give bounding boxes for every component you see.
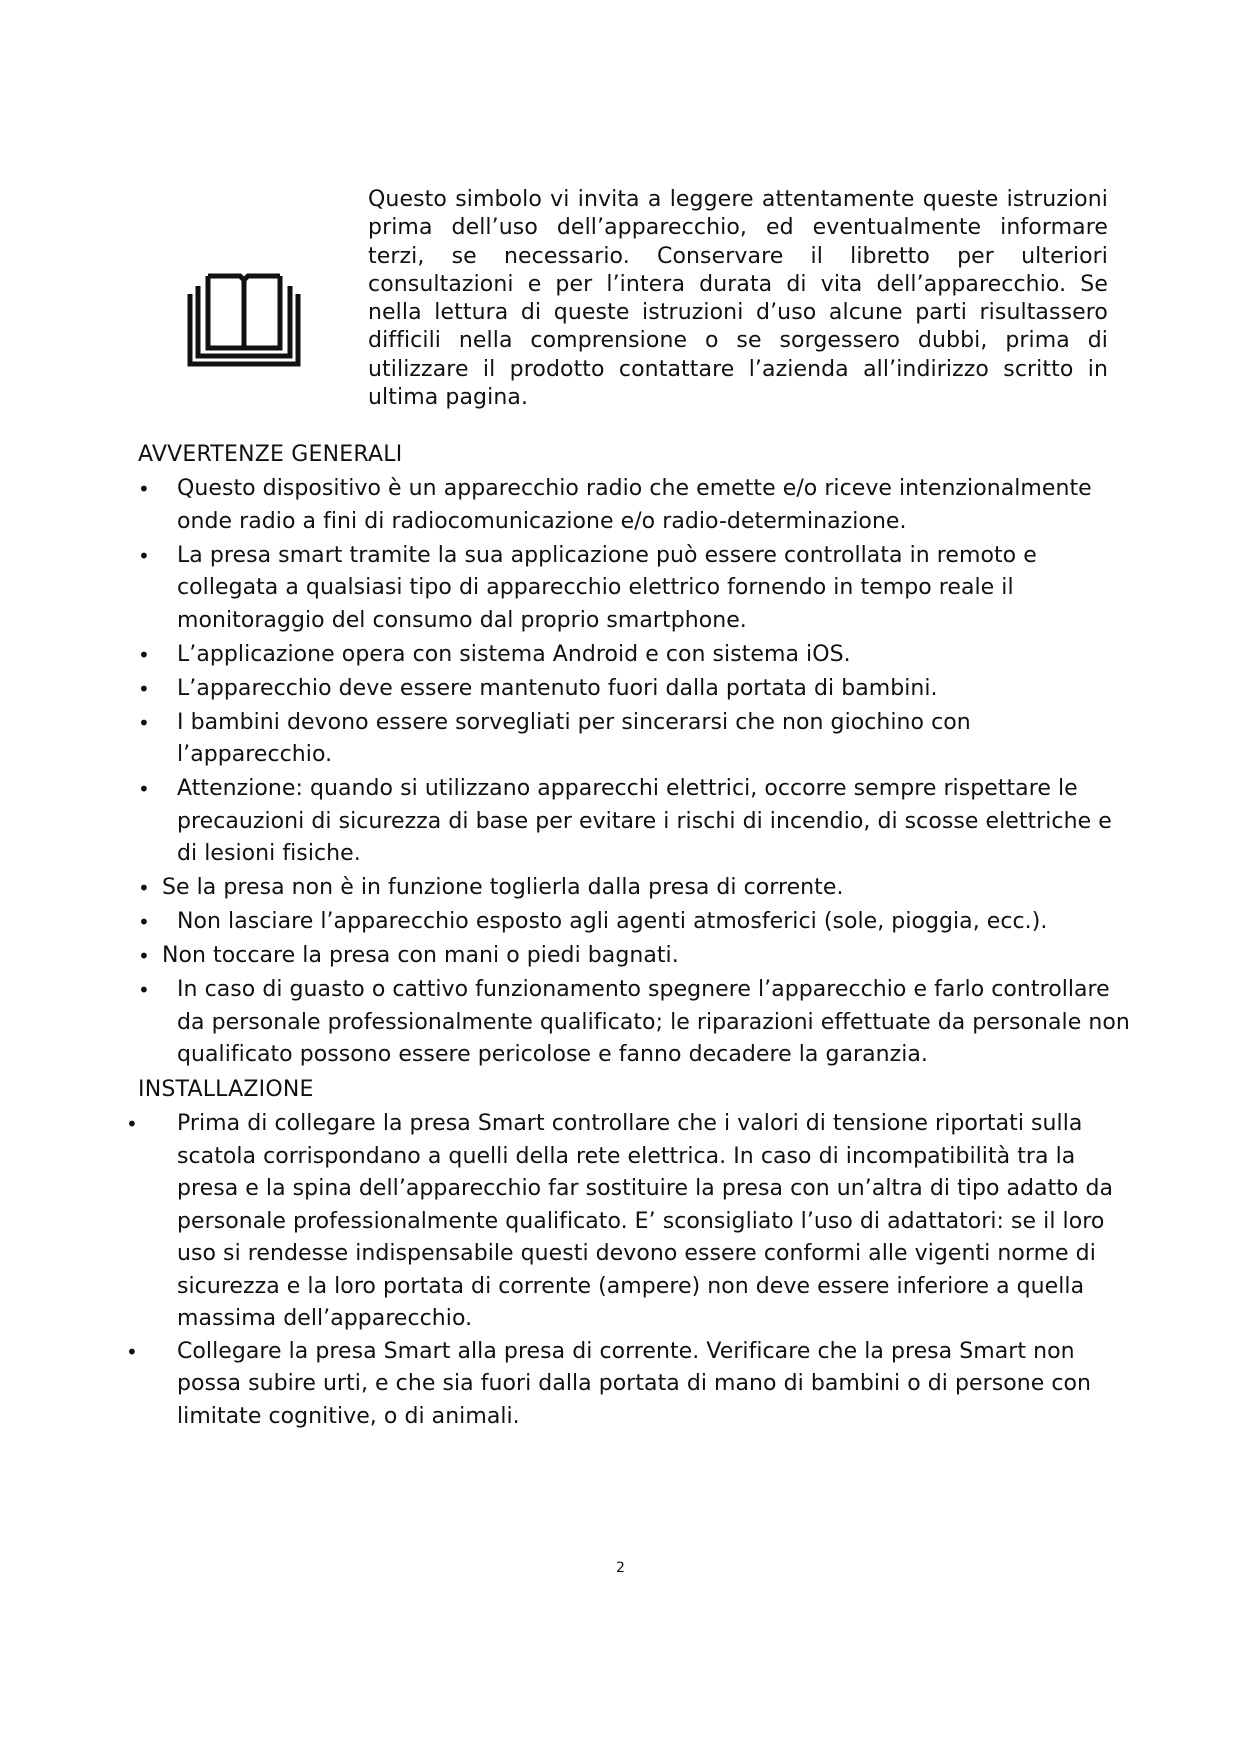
bullet-icon: •	[138, 777, 150, 801]
list-item-text: L’applicazione opera con sistema Android e con sistema iOS.	[177, 641, 851, 667]
bullet-icon: •	[138, 944, 150, 968]
section-heading-avvertenze-generali: AVVERTENZE GENERALI	[138, 442, 403, 467]
bullet-icon: •	[138, 910, 150, 934]
bullet-icon: •	[138, 642, 150, 667]
list-item-text: Non lasciare l’apparecchio esposto agli agenti atmosferici (sole, pioggia, ecc.).	[177, 909, 1048, 934]
bullet-icon: •	[138, 477, 150, 501]
bullet-icon: •	[138, 876, 150, 900]
list-item	[0, 473, 1241, 538]
list-item-text: Attenzione: quando si utilizzano apparecchi elettrici, occorre sempre rispettare le precauzioni di sicurezza di base per evitare i rischi di incendio, di scosse elettriche e di lesioni fisiche.	[177, 776, 1112, 866]
list-item-text: Non toccare la presa con mani o piedi bagnati.	[162, 943, 679, 968]
page-number: 2	[616, 1560, 625, 1576]
list-item	[0, 707, 1241, 772]
list-item	[0, 1108, 1241, 1336]
list-item	[0, 1336, 1241, 1434]
list-item-text: Se la presa non è in funzione toglierla dalla presa di corrente.	[162, 875, 844, 900]
list-item-text: I bambini devono essere sorvegliati per sincerarsi che non giochino con l’apparecchio.	[177, 709, 971, 767]
intro-paragraph: Questo simbolo vi invita a leggere attentamente queste istruzioni prima dell’uso dell’apparecchio, ed eventualmente informare terzi, se necessario. Conservare il libretto per ulteriori consultazioni e per l’intera durata di vita dell’apparecchio. Se nella lettura di queste istruzioni d’uso alcune parti risultassero difficili nella comprensione o se sorgessero dubbi, prima di utilizzare il prodotto contattare l’azienda all’indirizzo scritto in ultima pagina.	[368, 187, 1108, 411]
bullet-icon: •	[138, 710, 150, 735]
list-item-text: La presa smart tramite la sua applicazione può essere controllata in remoto e collegata a qualsiasi tipo di apparecchio elettrico fornendo in tempo reale il monitoraggio del consumo dal proprio smartphone.	[177, 542, 1037, 633]
list-item	[0, 773, 1241, 871]
list-item-text: In caso di guasto o cattivo funzionamento spegnere l’apparecchio e farlo controllare da personale professionalmente qualificato; le riparazioni effettuate da personale non qualificato possono essere pericolose e fanno decadere la garanzia.	[177, 977, 1130, 1067]
installation-list	[0, 1108, 1241, 1433]
general-warnings-list	[0, 473, 1241, 1073]
list-item-text: Prima di collegare la presa Smart controllare che i valori di tensione riportati sulla scatola corrispondano a quelli della rete elettrica. In caso di incompatibilità tra la presa e la spina dell’apparecchio far sostituire la presa con un’altra di tipo adatto da personale professionalmente qualificato. E’ sconsigliato l’uso di adattatori: se il loro uso si rendesse indispensabile questi devono essere conformi alle vigenti norme di sicurezza e la loro portata di corrente (ampere) non deve essere inferiore a quella massima dell’apparecchio.	[177, 1111, 1114, 1331]
list-item	[0, 940, 1241, 973]
bullet-icon: •	[138, 978, 150, 1002]
list-item	[0, 872, 1241, 905]
list-item-text: Collegare la presa Smart alla presa di corrente. Verificare che la presa Smart non possa subire urti, e che sia fuori dalla portata di mano di bambini o di persone con limitate cognitive, o di animali.	[177, 1338, 1091, 1429]
bullet-icon: •	[138, 676, 150, 701]
open-book-icon	[186, 270, 302, 368]
section-heading-installazione: INSTALLAZIONE	[138, 1077, 314, 1102]
list-item-text: Questo dispositivo è un apparecchio radio che emette e/o riceve intenzionalmente onde radio a fini di radiocomunicazione e/o radio-determinazione.	[177, 476, 1092, 534]
bullet-icon: •	[138, 543, 150, 568]
list-item	[0, 673, 1241, 706]
list-item	[0, 974, 1241, 1072]
bullet-icon: •	[126, 1112, 138, 1136]
bullet-icon: •	[126, 1339, 138, 1364]
list-item	[0, 639, 1241, 672]
list-item	[0, 906, 1241, 939]
list-item-text: L’apparecchio deve essere mantenuto fuori dalla portata di bambini.	[177, 675, 938, 701]
list-item	[0, 540, 1241, 638]
